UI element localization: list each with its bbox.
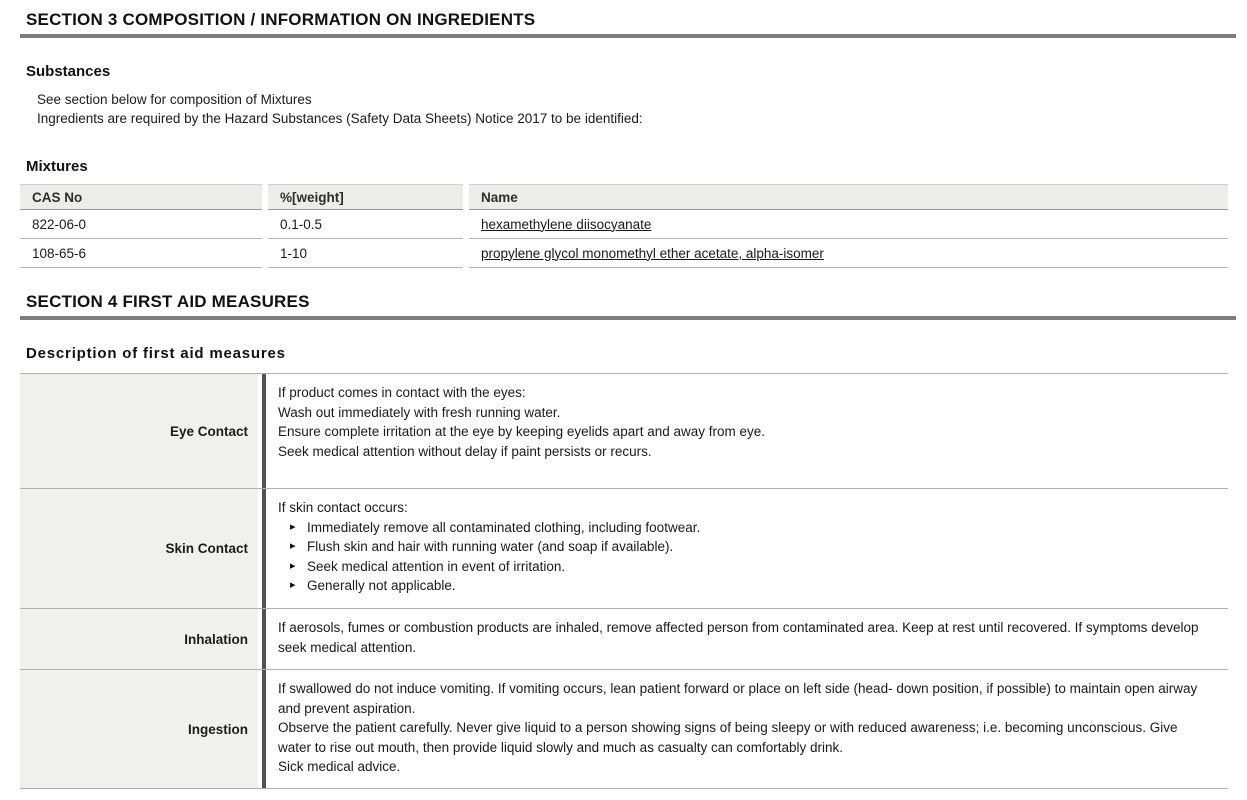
instruction-line: If product comes in contact with the eyes: (278, 385, 526, 400)
list-item (278, 537, 1214, 557)
first-aid-content-ingestion (270, 670, 1228, 788)
first-aid-content-inhalation (270, 609, 1228, 669)
table-row (20, 374, 1228, 489)
bullet-list (278, 518, 1214, 596)
instruction-line: Seek medical attention in event of irritation. (307, 558, 566, 574)
instruction-line: Flush skin and hair with running water (and soap if available). (307, 539, 674, 554)
first-aid-label-inhalation: Inhalation (20, 609, 258, 669)
mixtures-col-header-name: Name (469, 184, 1228, 210)
column-divider (262, 609, 266, 669)
column-divider (262, 670, 266, 788)
first-aid-label-eye-contact: Eye Contact (20, 374, 258, 488)
instruction-paragraph: Sick medical advice. (278, 759, 401, 774)
table-row-cas-no: 108-65-6 (20, 239, 262, 268)
mixtures-heading: Mixtures (26, 158, 88, 175)
table-row-cas-no: 822-06-0 (20, 210, 262, 239)
list-item (278, 576, 1214, 596)
instruction-paragraph: Observe the patient carefully. Never give liquid to a person showing signs of being sleepy or with reduced awareness; i.e. becoming unconscious. Give water to rise out mouth, then provide liquid slowly and much as casualty can comfortably drink. (278, 720, 1178, 755)
instruction-paragraph: If swallowed do not induce vomiting. If vomiting occurs, lean patient forward or place on left side (head- down position, if possible) to maintain open airway and prevent aspiration. (278, 681, 1198, 716)
substances-text (20, 91, 1247, 128)
mixtures-table (20, 184, 1228, 268)
table-row-name (469, 239, 1228, 268)
substances-line: See section below for composition of Mixtures (37, 92, 312, 107)
instruction-line: Generally not applicable. (307, 578, 456, 593)
chemical-name-link[interactable]: propylene glycol monomethyl ether acetate, alpha-isomer (481, 245, 824, 261)
section-4-rule (20, 316, 1236, 320)
section-4 (20, 292, 1247, 789)
instruction-line: If skin contact occurs: (278, 500, 408, 515)
instruction-paragraph: If aerosols, fumes or combustion products are inhaled, remove affected person from contaminated area. Keep at rest until recovered. If symptoms develop seek medical attention. (278, 620, 1199, 655)
mixtures-col-header-weight: %[weight] (268, 184, 463, 210)
substances-heading: Substances (26, 63, 111, 80)
instruction-line: Immediately remove all contaminated clothing, including footwear. (307, 519, 701, 535)
table-row-name (469, 210, 1228, 239)
substances-line: Ingredients are required by the Hazard Substances (Safety Data Sheets) Notice 2017 to be identified: (37, 110, 643, 126)
first-aid-description-heading: Description of first aid measures (26, 345, 286, 362)
first-aid-table (20, 373, 1228, 789)
column-divider (262, 489, 266, 608)
table-row (20, 609, 1228, 670)
column-divider (262, 374, 266, 488)
instruction-line: Wash out immediately with fresh running water. (278, 404, 561, 420)
table-row (20, 489, 1228, 609)
first-aid-content-skin-contact (270, 489, 1228, 608)
table-row-weight: 0.1-0.5 (268, 210, 463, 239)
bullet-triangle-icon: ▸ (290, 520, 296, 533)
section-4-title: SECTION 4 FIRST AID MEASURES (26, 292, 310, 311)
section-3-rule (20, 34, 1236, 38)
section-3-title: SECTION 3 COMPOSITION / INFORMATION ON INGREDIENTS (26, 10, 536, 29)
bullet-triangle-icon: ▸ (290, 579, 296, 591)
first-aid-label-ingestion: Ingestion (20, 670, 258, 788)
bullet-triangle-icon: ▸ (290, 540, 296, 552)
section-3 (20, 10, 1247, 268)
instruction-line: Seek medical attention without delay if paint persists or recurs. (278, 443, 652, 459)
table-row-weight: 1-10 (268, 239, 463, 268)
mixtures-col-header-cas: CAS No (20, 184, 262, 210)
first-aid-label-skin-contact: Skin Contact (20, 489, 258, 608)
chemical-name-link[interactable]: hexamethylene diisocyanate (481, 216, 652, 232)
first-aid-content-eye-contact (270, 374, 1228, 488)
bullet-triangle-icon: ▸ (290, 559, 296, 572)
table-row (20, 670, 1228, 789)
list-item (278, 557, 1214, 577)
instruction-line: Ensure complete irritation at the eye by keeping eyelids apart and away from eye. (278, 424, 766, 439)
list-item (278, 518, 1214, 538)
